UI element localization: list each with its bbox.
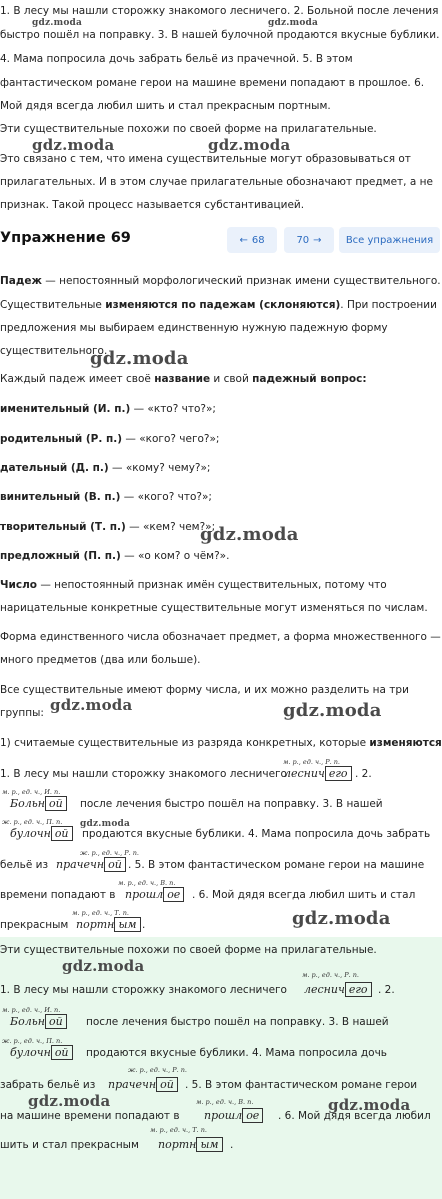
- word-ending: ым: [196, 1137, 222, 1152]
- analyzed-word: прошл ое: [204, 1108, 263, 1124]
- intro-line: быстро пошёл на поправку. 3. В нашей булочной продаются вкусные бублики.: [0, 29, 440, 41]
- case-item: дательный (Д. п.) — «кому? чему?»;: [0, 462, 211, 474]
- page-title: Упражнение 69: [0, 230, 131, 246]
- grammar-label: м. р., ед. ч., Т. п.: [150, 1126, 207, 1134]
- watermark: gdz.moda: [28, 1092, 111, 1110]
- watermark: gdz.moda: [80, 819, 131, 829]
- word-ending: ой: [51, 826, 73, 841]
- grammar-label: ж. р., ед. ч., П. п.: [2, 1037, 63, 1045]
- intro-line: Это связано с тем, что имена существительные могут образовываться от: [0, 153, 411, 165]
- analysis-text: . 2.: [355, 768, 372, 780]
- grammar-label: м. р., ед. ч., И. п.: [2, 1006, 61, 1014]
- analyzed-word: булочн ой: [10, 826, 73, 842]
- watermark: gdz.moda: [268, 18, 319, 28]
- watermark: gdz.moda: [62, 957, 145, 975]
- analysis-text: продаются вкусные бублики. 4. Мама попросила дочь забрать: [82, 828, 431, 840]
- word-ending: ое: [242, 1108, 263, 1123]
- analyzed-word: прошл ое: [125, 887, 184, 903]
- next-exercise-button[interactable]: 70 →: [284, 227, 334, 253]
- intro-line: фантастическом романе герои на машине времени попадают в прошлое. 6.: [0, 77, 425, 89]
- answer-text: продаются вкусные бублики. 4. Мама попросила дочь: [86, 1047, 387, 1059]
- case-item: творительный (Т. п.) — «кем? чем?»;: [0, 521, 216, 533]
- watermark: gdz.moda: [328, 1096, 411, 1114]
- analyzed-word: прачечн ой: [108, 1077, 178, 1093]
- analyzed-word: портн ым: [158, 1137, 223, 1153]
- analysis-text: прекрасным: [0, 919, 69, 931]
- watermark: gdz.moda: [90, 348, 189, 369]
- answer-text: . 6. Мой дядя всегда любил: [278, 1110, 431, 1122]
- grammar-label: м. р., ед. ч., Р. п.: [283, 758, 340, 766]
- analyzed-word: леснич его: [284, 766, 352, 782]
- answer-block: [0, 937, 442, 1199]
- analyzed-word: булочн ой: [10, 1045, 73, 1061]
- word-ending: ой: [45, 796, 67, 811]
- answer-text: забрать бельё из: [0, 1079, 96, 1091]
- case-item: именительный (И. п.) — «кто? что?»;: [0, 403, 216, 415]
- case-item: родительный (Р. п.) — «кого? чего?»;: [0, 433, 220, 445]
- grammar-label: ж. р., ед. ч., Р. п.: [80, 849, 139, 857]
- answer-text: .: [230, 1139, 234, 1151]
- word-ending: его: [325, 766, 352, 781]
- grammar-label: ж. р., ед. ч., П. п.: [2, 818, 63, 826]
- word-ending: его: [345, 982, 372, 997]
- grammar-label: м. р., ед. ч., Р. п.: [302, 971, 359, 979]
- case-item: винительный (В. п.) — «кого? что?»;: [0, 491, 212, 503]
- analysis-text: 1. В лесу мы нашли сторожку знакомого лесничего: [0, 768, 287, 780]
- theory-line: Существительные изменяются по падежам (склоняются). При построении: [0, 299, 437, 311]
- answer-text: . 2.: [378, 984, 395, 996]
- intro-line: Эти существительные похожи по своей форме на прилагательные.: [0, 123, 377, 135]
- intro-line: Мой дядя всегда любил шить и стал прекрасным портным.: [0, 100, 331, 112]
- intro-line: 1. В лесу мы нашли сторожку знакомого лесничего. 2. Больной после лечения: [0, 5, 439, 17]
- watermark: gdz.moda: [292, 908, 391, 929]
- analyzed-word: леснич его: [304, 982, 372, 998]
- analysis-text: . 6. Мой дядя всегда любил шить и стал: [192, 889, 416, 901]
- theory-line: Число — непостоянный признак имён существительных, потому что: [0, 579, 387, 591]
- prev-exercise-button[interactable]: ← 68: [227, 227, 277, 253]
- theory-line: существительного.: [0, 345, 108, 357]
- theory-line: Форма единственного числа обозначает предмет, а форма множественного —: [0, 631, 441, 643]
- analysis-text: .: [142, 919, 146, 931]
- theory-line: нарицательные конкретные существительные могут изменяться по числам.: [0, 602, 428, 614]
- watermark: gdz.moda: [283, 700, 382, 721]
- theory-line: Все существительные имеют форму числа, и их можно разделить на три: [0, 684, 409, 696]
- answer-text: после лечения быстро пошёл на поправку. 3. В нашей: [86, 1016, 389, 1028]
- analysis-text: бельё из: [0, 859, 49, 871]
- theory-line: Падеж — непостоянный морфологический признак имени существительного.: [0, 275, 441, 287]
- analyzed-word: Больн ой: [10, 796, 67, 812]
- analyzed-word: Больн ой: [10, 1014, 67, 1030]
- analyzed-word: портн ым: [76, 917, 141, 933]
- intro-line: прилагательных. И в этом случае прилагательные обозначают предмет, а не: [0, 176, 433, 188]
- theory-line: 1) считаемые существительные из разряда конкретных, которые изменяются: [0, 737, 442, 749]
- analyzed-word: прачечн ой: [56, 857, 126, 873]
- grammar-label: м. р., ед. ч., Т. п.: [72, 909, 129, 917]
- case-item: предложный (П. п.) — «о ком? о чём?».: [0, 550, 230, 562]
- theory-line: группы:: [0, 707, 44, 719]
- grammar-label: м. р., ед. ч., В. п.: [196, 1098, 254, 1106]
- word-ending: ой: [45, 1014, 67, 1029]
- arrow-right-icon: →: [313, 234, 322, 246]
- analysis-text: . 5. В этом фантастическом романе герои на машине: [128, 859, 425, 871]
- grammar-label: ж. р., ед. ч., Р. п.: [128, 1066, 187, 1074]
- theory-line: много предметов (два или больше).: [0, 654, 201, 666]
- analysis-text: времени попадают в: [0, 889, 116, 901]
- theory-line: Каждый падеж имеет своё название и свой падежный вопрос:: [0, 373, 367, 385]
- watermark: gdz.moda: [50, 696, 133, 714]
- word-ending: ой: [104, 857, 126, 872]
- watermark: gdz.moda: [200, 524, 299, 545]
- all-exercises-button[interactable]: Все упражнения: [339, 227, 440, 253]
- arrow-left-icon: ←: [239, 234, 248, 246]
- word-ending: ое: [163, 887, 184, 902]
- theory-line: предложения мы выбираем единственную нужную падежную форму: [0, 322, 388, 334]
- analysis-text: после лечения быстро пошёл на поправку. 3. В нашей: [80, 798, 383, 810]
- word-ending: ым: [114, 917, 140, 932]
- watermark: gdz.moda: [208, 136, 291, 154]
- answer-text: на машине времени попадают в: [0, 1110, 180, 1122]
- word-ending: ой: [51, 1045, 73, 1060]
- answer-text: . 5. В этом фантастическом романе герои: [185, 1079, 418, 1091]
- intro-line: признак. Такой процесс называется субстантивацией.: [0, 199, 305, 211]
- intro-line: 4. Мама попросила дочь забрать бельё из прачечной. 5. В этом: [0, 53, 353, 65]
- answer-text: шить и стал прекрасным: [0, 1139, 139, 1151]
- word-ending: ой: [156, 1077, 178, 1092]
- grammar-label: м. р., ед. ч., И. п.: [2, 788, 61, 796]
- watermark: gdz.moda: [32, 136, 115, 154]
- answer-text: 1. В лесу мы нашли сторожку знакомого лесничего: [0, 984, 287, 996]
- watermark: gdz.moda: [32, 18, 83, 28]
- grammar-label: м. р., ед. ч., В. п.: [118, 879, 176, 887]
- answer-text: Эти существительные похожи по своей форме на прилагательные.: [0, 944, 377, 956]
